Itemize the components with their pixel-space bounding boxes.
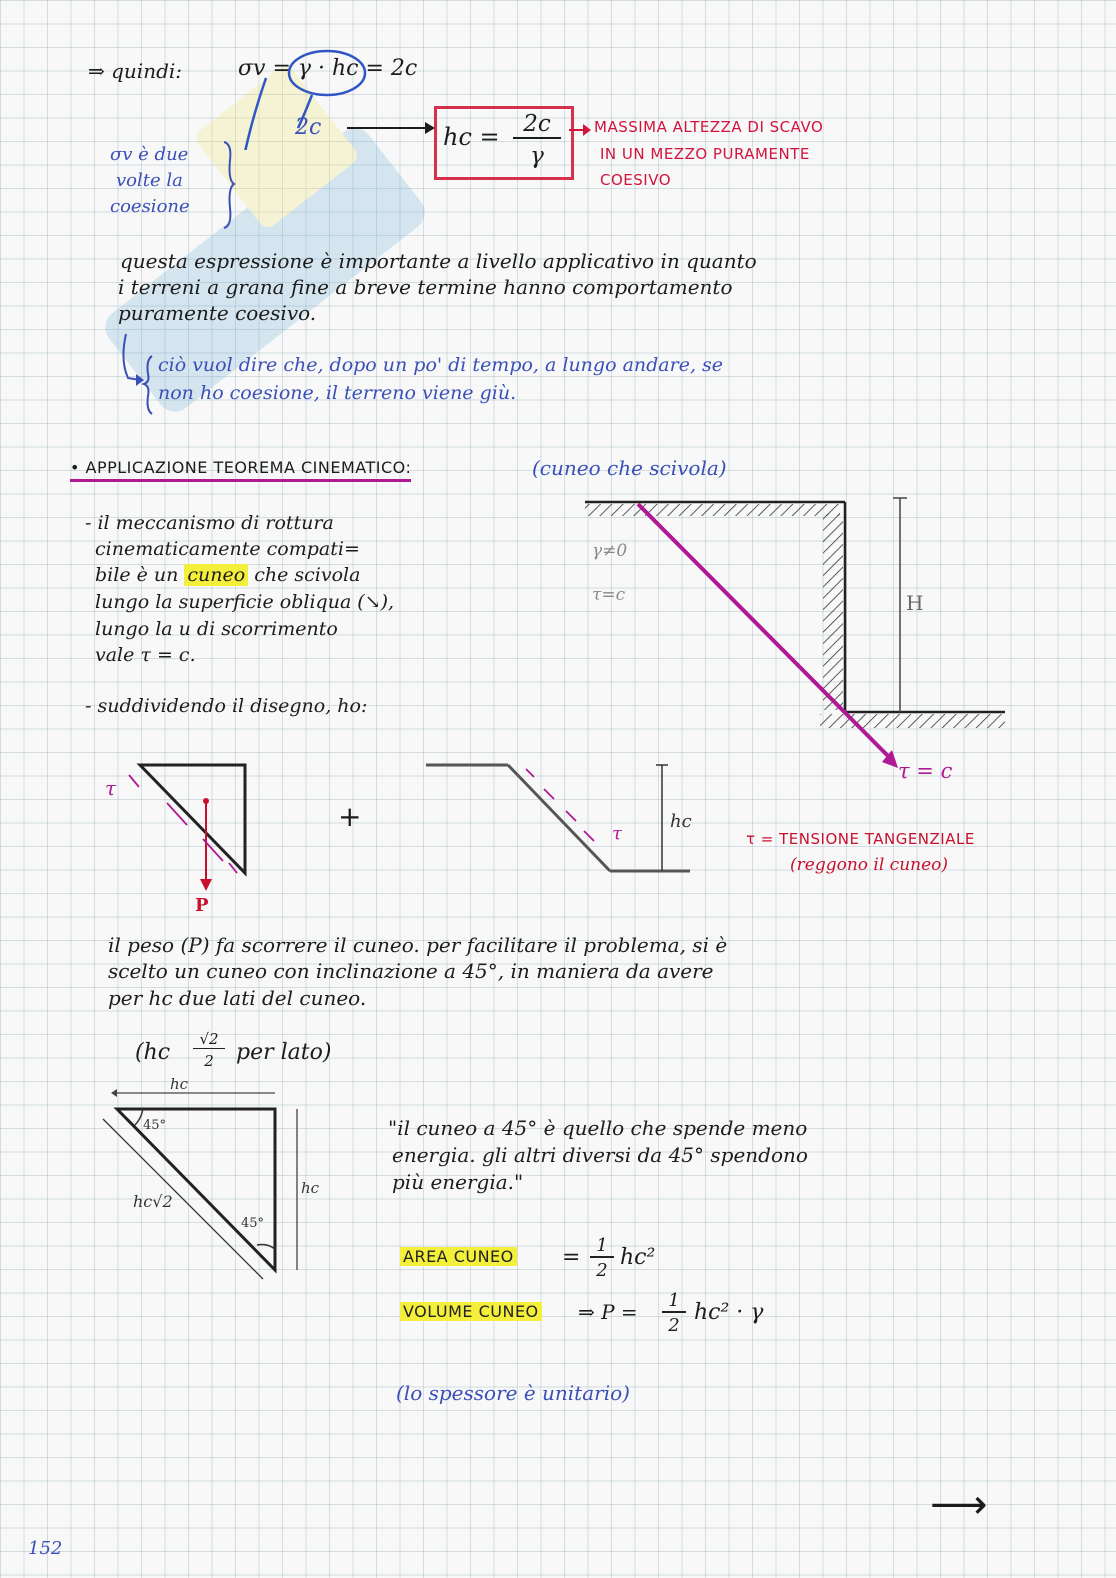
cuneo-highlight: cuneo [184,564,248,586]
arrow-to-box [345,118,435,138]
area-label: AREA CUNEO [400,1247,517,1266]
side-formula-open: (hc [135,1040,171,1065]
mechanism-line4: lungo la superficie obliqua (↘), [95,591,395,613]
sigma-equation: σv = γ · hc = 2c [238,56,418,81]
angle-top-label: 45° [143,1118,167,1133]
note-line3: COESIVO [600,171,672,189]
page-number: 152 [28,1538,63,1559]
wall-hatch [823,514,843,710]
note-line2: IN UN MEZZO PURAMENTE [600,145,810,163]
subdivide-line: - suddividendo il disegno, ho: [85,695,368,717]
quindi-label: ⇒ quindi: [88,59,183,83]
hc-formula-box [434,106,574,180]
angle-bottom-label: 45° [241,1216,265,1231]
tau-left-label: τ [105,776,117,800]
frac-denominator: γ [530,143,544,169]
arrow-to-note [569,122,593,138]
volume-frac-den: 2 [668,1315,680,1336]
energy-quote-line2: energia. gli altri diversi da 45° spendono [392,1143,808,1167]
section-subtitle: (cuneo che scivola) [532,456,727,480]
hc-label: hc [670,811,692,832]
volume-label: VOLUME CUNEO [400,1302,542,1321]
mechanism-line6: vale τ = c. [95,644,196,666]
side-note-line2: volte la [116,170,183,191]
tau-equals-c-label: τ = c [898,759,953,780]
thickness-note: (lo spessore è unitario) [396,1381,630,1405]
area-frac-den: 2 [596,1260,608,1281]
two-c-label: 2c [295,115,322,140]
para2-line3: per hc due lati del cuneo. [108,986,367,1010]
area-tail: hc² [620,1245,656,1270]
section-title: • APPLICAZIONE TEOREMA CINEMATICO: [70,458,411,482]
side-formula-den: 2 [204,1052,214,1070]
side-formula-num: √2 [193,1030,225,1049]
wall-diagram [580,490,1010,780]
volume-tail: hc² · γ [694,1300,764,1325]
frac-numerator: 2c [513,111,561,139]
hyp-label: hc√2 [133,1192,173,1211]
side-formula-close: per lato) [236,1040,332,1065]
mechanism-line1: - il meccanismo di rottura [85,512,334,534]
para1-line2: i terreni a grana fine a breve termine hanno comportamento [118,275,733,299]
wedge-triangle [140,765,245,873]
para1-line3: puramente coesivo. [118,301,317,325]
para1-note-line1: ciò vuol dire che, dopo un po' di tempo, a lungo andare, se [158,354,724,376]
height-label: H [906,591,924,615]
side-note-line3: coesione [110,196,190,217]
mechanism-line3-end: che scivola [248,564,361,586]
tau-right-label: τ [612,823,622,844]
para2-line1: il peso (P) fa scorrere il cuneo. per facilitare il problema, si è [108,933,728,957]
p-label: P [195,895,209,916]
energy-quote-line1: "il cuneo a 45° è quello che spende meno [388,1116,808,1140]
tau-legend-line1: τ = TENSIONE TANGENZIALE [746,830,975,848]
side-note-line1: σv è due [110,144,189,165]
triangle-45-diagram [95,1075,335,1285]
note-line1: MASSIMA ALTEZZA DI SCAVO [594,118,824,136]
next-page-arrow: ⟶ [930,1482,988,1528]
shear-surface-slope [508,765,610,871]
side-brace [222,140,236,230]
para2-line2: scelto un cuneo con inclinazione a 45°, in maniera da avere [108,959,714,983]
plus-sign: + [338,800,362,833]
area-frac-num: 1 [590,1235,614,1258]
mechanism-line5: lungo la u di scorrimento [95,618,338,640]
ground-top-hatch [585,504,840,516]
para1-note-line2: non ho coesione, il terreno viene giù. [158,382,517,404]
para1-line1: questa espressione è importante a livello applicativo in quanto [120,249,757,273]
slip-line [638,504,890,758]
mechanism-line3-start: bile è un [95,564,185,586]
shear-diagram [420,755,710,880]
hc-lhs: hc = [443,123,500,151]
area-equals: = [562,1245,581,1270]
wedge-weight-diagram [95,755,265,920]
tau-legend-line2: (reggono il cuneo) [790,855,949,875]
energy-quote-line3: più energia." [392,1170,524,1194]
volume-frac-num: 1 [662,1290,686,1313]
tau-c-label: τ=c [592,585,626,605]
volume-equals: ⇒ P = [578,1300,638,1324]
mechanism-line3 [95,562,360,588]
triangle-top-label: hc [170,1075,189,1093]
gamma-label: γ≠0 [592,541,628,561]
mechanism-line2: cinematicamente compati= [95,538,360,560]
triangle-right-label: hc [301,1179,320,1197]
para1-note-arrow [118,330,158,420]
triangle-shape [117,1109,275,1270]
